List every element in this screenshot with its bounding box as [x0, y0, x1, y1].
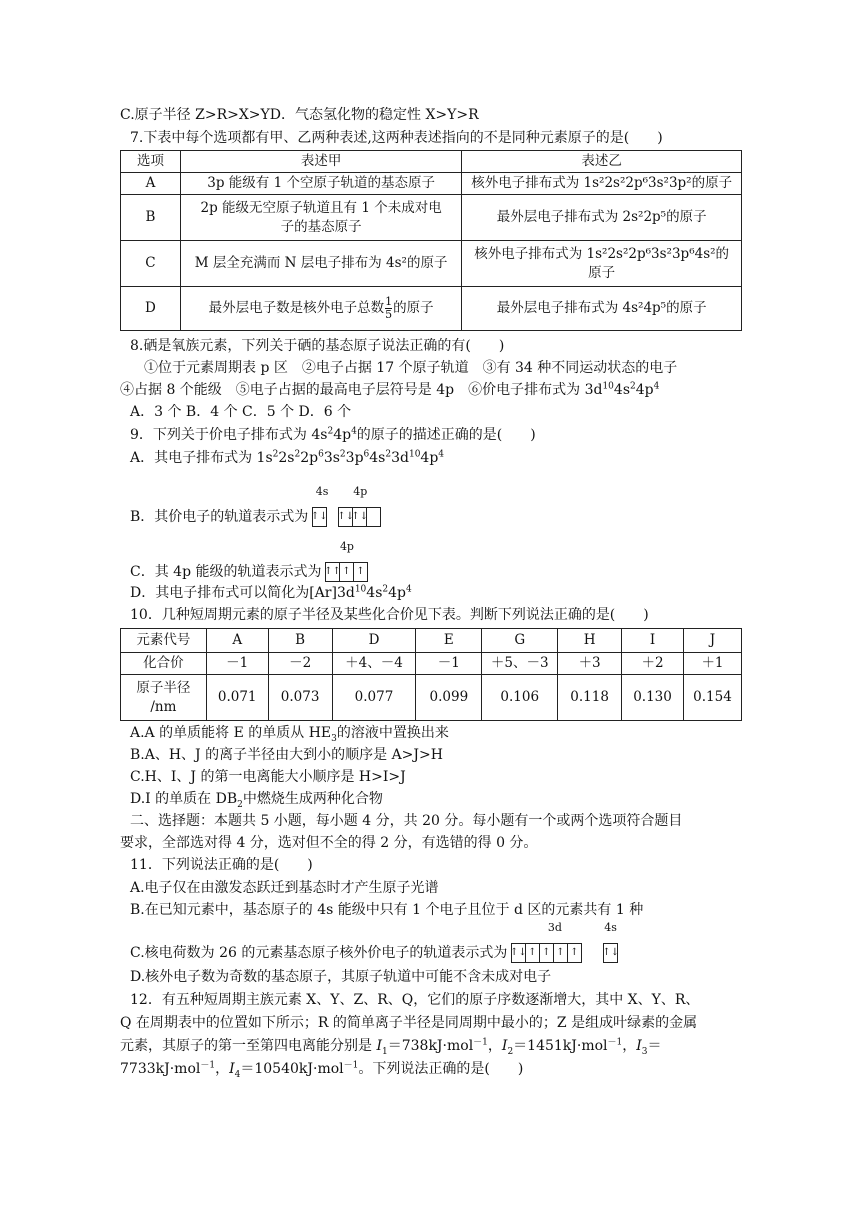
header-valence: 化合价 [121, 653, 207, 675]
q12-stem-2: Q 在周期表中的位置如下所示；R 的简单离子半径是同周期中最小的；Z 是组成叶绿素的金属 [120, 1015, 698, 1031]
orbital-diagram-3d: 3d ↑↓ ↑ ↑ ↑ ↑ [512, 943, 582, 963]
q9-stem: 9．下列关于价电子排布式为 $4s^24p^4$的原子的描述正确的是( ) [130, 426, 536, 443]
row-option: D [121, 287, 181, 331]
table-row: 元素代号 A B D E G H I J [121, 629, 742, 653]
section-2-rules: 要求，全部选对得 4 分，选对但不全的得 2 分，有选错的得 0 分。 [120, 835, 538, 851]
row-option: B [121, 195, 181, 241]
table-row [121, 287, 742, 331]
table-row: 原子半径 /nm 0.071 0.073 0.077 0.099 0.106 0.118 0.130 0.154 [121, 675, 742, 721]
q10-table [120, 628, 742, 721]
orbital-diagram-4s: 4s ↑↓ [313, 507, 327, 527]
q10-option-a: A.A 的单质能将 E 的单质从 $HE_3$的溶液中置换出来 [130, 725, 449, 744]
q8-items-1: ①位于元素周期表 p 区 ②电子占据 17 个原子轨道 ③有 34 种不同运动状态的电子 [144, 360, 678, 376]
header-code: 元素代号 [121, 629, 207, 653]
q11-option-d: D.核外电子数为奇数的基态原子，其原子轨道中可能不含未成对电子 [130, 969, 552, 985]
q7-stem: 7.下表中每个选项都有甲、乙两种表述,这两种表述指向的不是同种元素原子的是( ) [130, 130, 663, 146]
row-jia: 2p 能级无空原子轨道且有 1 个未成对电 子的基态原子 [180, 195, 461, 241]
q9-option-c: C．其 4p 能级的轨道表示式为 4p ↑↑ ↑ ↑ [130, 562, 755, 582]
header-radius: 原子半径 /nm [121, 675, 207, 721]
table-row [121, 195, 742, 241]
table-row: 化合价 －1 －2 ＋4、－4 －1 ＋5、－3 ＋3 ＋2 ＋1 [121, 653, 742, 675]
row-yi: 最外层电子排布式为 2s²2p⁵的原子 [462, 195, 742, 241]
orbital-diagram-4p: 4p ↑↑ ↑ ↑ [326, 562, 368, 582]
table-header-row [121, 151, 742, 173]
table-row [121, 241, 742, 287]
row-yi: 核外电子排布式为 1s²2s²2p⁶3s²3p⁶4s²的 原子 [462, 241, 742, 287]
q8-options: A．3 个 B．4 个 C．5 个 D．6 个 [130, 404, 352, 420]
row-jia: 最外层电子数是核外电子总数 $\frac{1}{5}$ 的原子 [180, 287, 461, 331]
q7-table [120, 150, 742, 331]
orbital-diagram-4s: 4s ↑↓ [604, 943, 618, 963]
table-row [121, 173, 742, 195]
header-yi: 表述乙 [462, 151, 742, 173]
row-jia: 3p 能级有 1 个空原子轨道的基态原子 [180, 173, 461, 195]
row-option: A [121, 173, 181, 195]
header-jia: 表述甲 [180, 151, 461, 173]
section-2-heading: 二、选择题：本题共 5 小题，每小题 4 分，共 20 分。每小题有一个或两个选项符合题目 [130, 813, 683, 829]
q10-option-d: D.I 的单质在 $DB_2$中燃烧生成两种化合物 [130, 791, 383, 810]
row-yi: 最外层电子排布式为 4s²4p⁵的原子 [462, 287, 742, 331]
row-yi: 核外电子排布式为 1s²2s²2p⁶3s²3p²的原子 [462, 173, 742, 195]
q11-stem: 11．下列说法正确的是( ) [130, 857, 313, 873]
q8-stem: 8.硒是氧族元素，下列关于硒的基态原子说法正确的有( ) [130, 338, 505, 354]
q9-option-b: B．其价电子的轨道表示式为 4s ↑↓ 4p ↑↓ ↑↓ [130, 507, 755, 527]
q12-stem-3: 元素，其原子的第一至第四电离能分别是 $I_1=738kJ\cdot mol^{-1}$，$I_2=1451kJ\cdot mol^{-1}$，$I_3=$ [120, 1037, 662, 1057]
q9-option-d: D．其电子排布式可以简化为$[Ar]3d^{10}4s^24p^4$ [130, 584, 412, 601]
q12-stem-1: 12．有五种短周期主族元素 X、Y、Z、R、Q，它们的原子序数逐渐增大，其中 X、Y、R、 [130, 992, 700, 1008]
header-option: 选项 [121, 151, 181, 173]
q8-items-2: ④占据 8 个能级 ⑤电子占据的最高电子层符号是 4p ⑥价电子排布式为 $3d^{10}4s^24p^4$ [120, 381, 660, 398]
fraction: $\frac{1}{5}$ [385, 294, 393, 321]
q10-stem: 10．几种短周期元素的原子半径及某些化合价见下表。判断下列说法正确的是( ) [130, 607, 649, 623]
row-option: C [121, 241, 181, 287]
row-jia: M 层全充满而 N 层电子排布为 4s²的原子 [180, 241, 461, 287]
q12-stem-4: 7733kJ·mol$^{-1}$，$I_4=10540kJ\cdot mol^{-1}$。下列说法正确的是( ) [120, 1060, 524, 1080]
q6-option-c: C.原子半径 Z>R>X>YD．气态氢化物的稳定性 X>Y>R [120, 107, 479, 123]
q11-option-b: B.在已知元素中，基态原子的 4s 能级中只有 1 个电子且位于 d 区的元素共有 1 种 [130, 902, 644, 918]
q11-option-c: C.核电荷数为 26 的元素基态原子核外价电子的轨道表示式为 3d ↑↓ ↑ ↑ ↑ ↑ 4s ↑↓ [130, 921, 620, 961]
orbital-diagram-4p: 4p ↑↓ ↑↓ [339, 507, 381, 527]
q9-option-a: A．其电子排布式为 $1s^22s^22p^63s^23p^64s^23d^{10}4p^4$ [130, 449, 445, 466]
q10-option-b: B.A、H、J 的离子半径由大到小的顺序是 A>J>H [130, 747, 443, 763]
q10-option-c: C.H、I、J 的第一电离能大小顺序是 H>I>J [130, 769, 406, 785]
q11-option-a: A.电子仅在由激发态跃迁到基态时才产生原子光谱 [130, 880, 439, 896]
